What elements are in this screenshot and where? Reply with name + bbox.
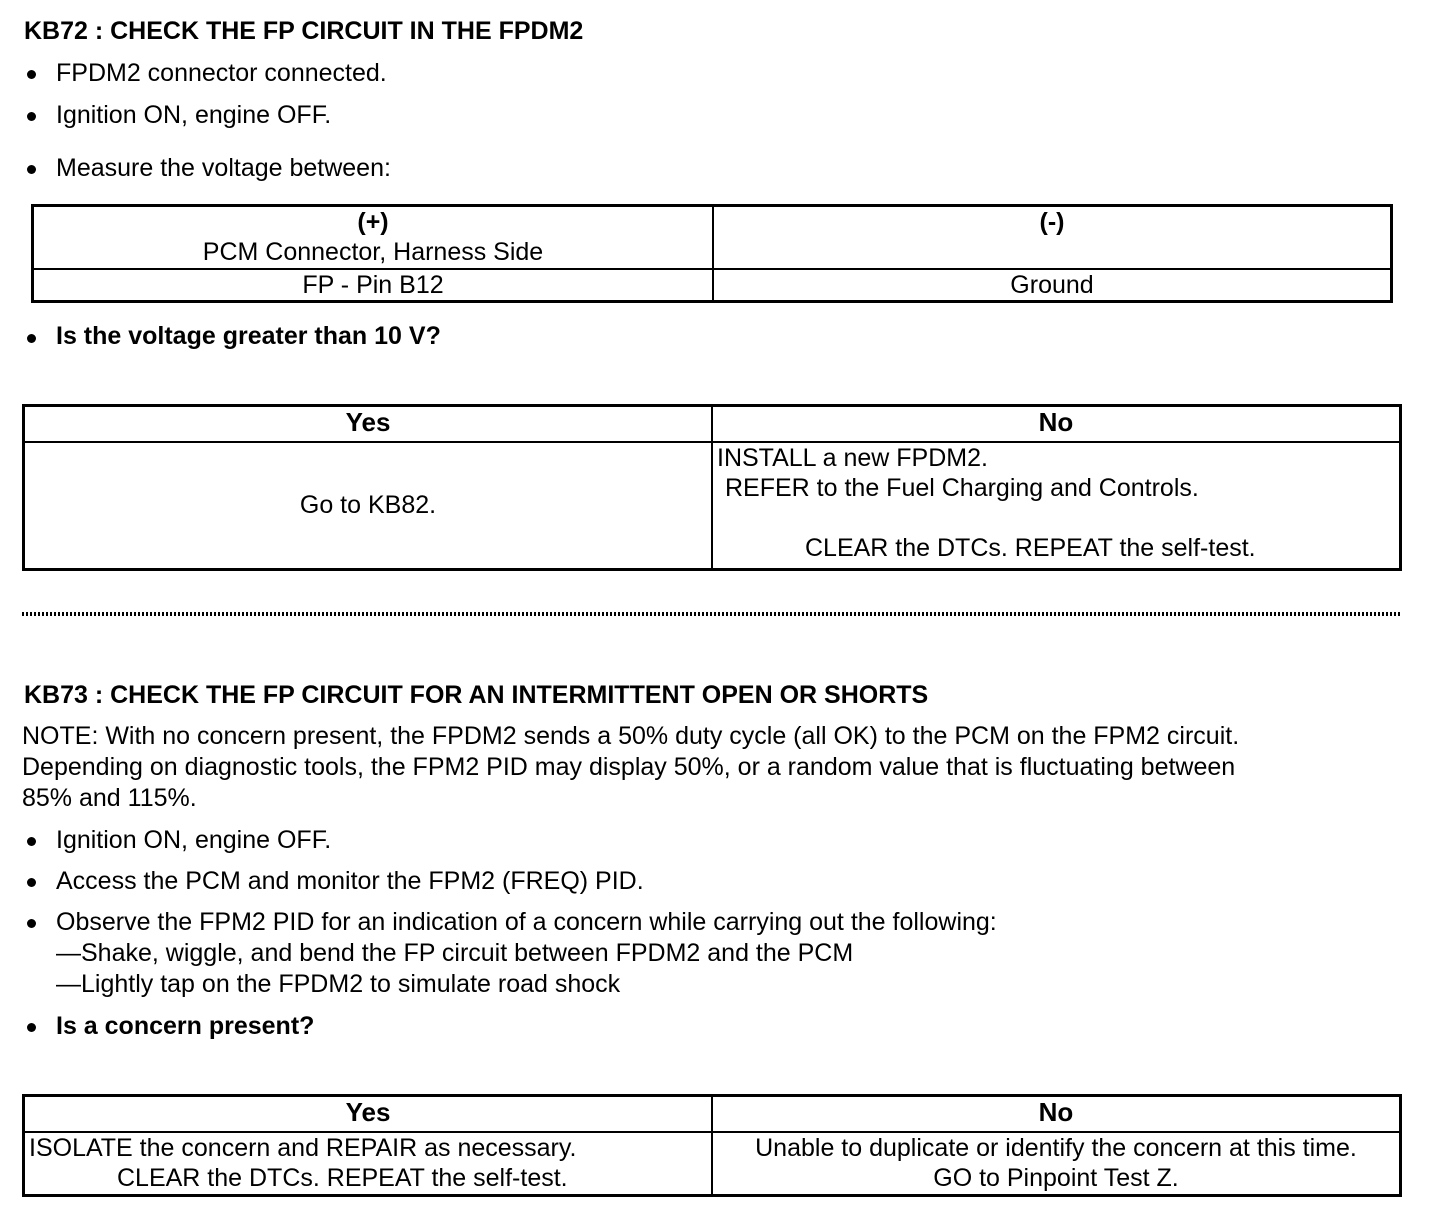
kb72-step-connector: FPDM2 connector connected. bbox=[56, 59, 387, 87]
note-line: NOTE: With no concern present, the FPDM2 sends a 50% duty cycle (all OK) to the PCM on the FPM2 circuit. bbox=[22, 722, 1240, 750]
yes-header: Yes bbox=[24, 1096, 713, 1132]
plus-value: FP - Pin B12 bbox=[33, 269, 714, 302]
kb72-step-measure: Measure the voltage between: bbox=[56, 154, 391, 182]
table-row bbox=[24, 1096, 1401, 1132]
bullet-icon bbox=[27, 837, 36, 846]
no-header: No bbox=[712, 406, 1401, 442]
kb73-question: Is a concern present? bbox=[56, 1012, 315, 1040]
yes-result-line: ISOLATE the concern and REPAIR as necessary. bbox=[29, 1133, 577, 1162]
plus-header-cell bbox=[33, 206, 714, 269]
no-result-cell bbox=[712, 442, 1401, 570]
minus-header-cell bbox=[713, 206, 1392, 269]
kb73-sub-item: —Shake, wiggle, and bend the FP circuit between FPDM2 and the PCM bbox=[56, 939, 854, 967]
bullet-icon bbox=[27, 70, 36, 79]
no-result-line: REFER to the Fuel Charging and Controls. bbox=[725, 473, 1199, 502]
kb73-title: KB73 : CHECK THE FP CIRCUIT FOR AN INTERMITTENT OPEN OR SHORTS bbox=[24, 681, 929, 709]
plus-header: (+) bbox=[357, 208, 389, 236]
bullet-icon bbox=[27, 165, 36, 174]
minus-value: Ground bbox=[713, 269, 1392, 302]
table-row bbox=[33, 269, 1392, 302]
bullet-icon bbox=[27, 1023, 36, 1032]
kb73-step-observe: Observe the FPM2 PID for an indication of a concern while carrying out the following: bbox=[56, 908, 997, 936]
kb72-result-table bbox=[22, 404, 1402, 571]
kb73-note bbox=[22, 721, 1402, 814]
yes-result: Go to KB82. bbox=[24, 442, 713, 570]
table-row bbox=[24, 406, 1401, 442]
no-header: No bbox=[712, 1096, 1401, 1132]
kb72-question: Is the voltage greater than 10 V? bbox=[56, 322, 441, 350]
bullet-icon bbox=[27, 878, 36, 887]
kb72-step-ignition: Ignition ON, engine OFF. bbox=[56, 101, 332, 129]
kb73-sub-item: —Lightly tap on the FPDM2 to simulate road shock bbox=[56, 970, 621, 998]
yes-result-line: CLEAR the DTCs. REPEAT the self-test. bbox=[117, 1163, 568, 1192]
no-result-line: INSTALL a new FPDM2. bbox=[717, 443, 988, 472]
note-line: Depending on diagnostic tools, the FPM2 PID may display 50%, or a random value that is fluctuating between bbox=[22, 753, 1236, 781]
table-row bbox=[24, 442, 1401, 570]
no-result-cell bbox=[712, 1132, 1401, 1196]
kb72-measure-table bbox=[31, 204, 1393, 303]
plus-subheader: PCM Connector, Harness Side bbox=[202, 238, 544, 266]
kb73-result-table bbox=[22, 1094, 1402, 1197]
no-result-line: GO to Pinpoint Test Z. bbox=[933, 1163, 1179, 1192]
minus-header: (-) bbox=[1039, 208, 1065, 236]
kb73-step-access: Access the PCM and monitor the FPM2 (FREQ) PID. bbox=[56, 867, 644, 895]
table-row bbox=[24, 1132, 1401, 1196]
section-divider bbox=[22, 612, 1402, 616]
note-line: 85% and 115%. bbox=[22, 784, 197, 812]
bullet-icon bbox=[27, 112, 36, 121]
yes-result-cell bbox=[24, 1132, 713, 1196]
kb72-title: KB72 : CHECK THE FP CIRCUIT IN THE FPDM2 bbox=[24, 17, 584, 45]
yes-header: Yes bbox=[24, 406, 713, 442]
bullet-icon bbox=[27, 919, 36, 928]
no-result-line: CLEAR the DTCs. REPEAT the self-test. bbox=[805, 533, 1256, 562]
bullet-icon bbox=[27, 334, 36, 343]
no-result-line: Unable to duplicate or identify the concern at this time. bbox=[755, 1133, 1357, 1162]
table-row bbox=[33, 206, 1392, 269]
kb73-step-ignition: Ignition ON, engine OFF. bbox=[56, 826, 332, 854]
